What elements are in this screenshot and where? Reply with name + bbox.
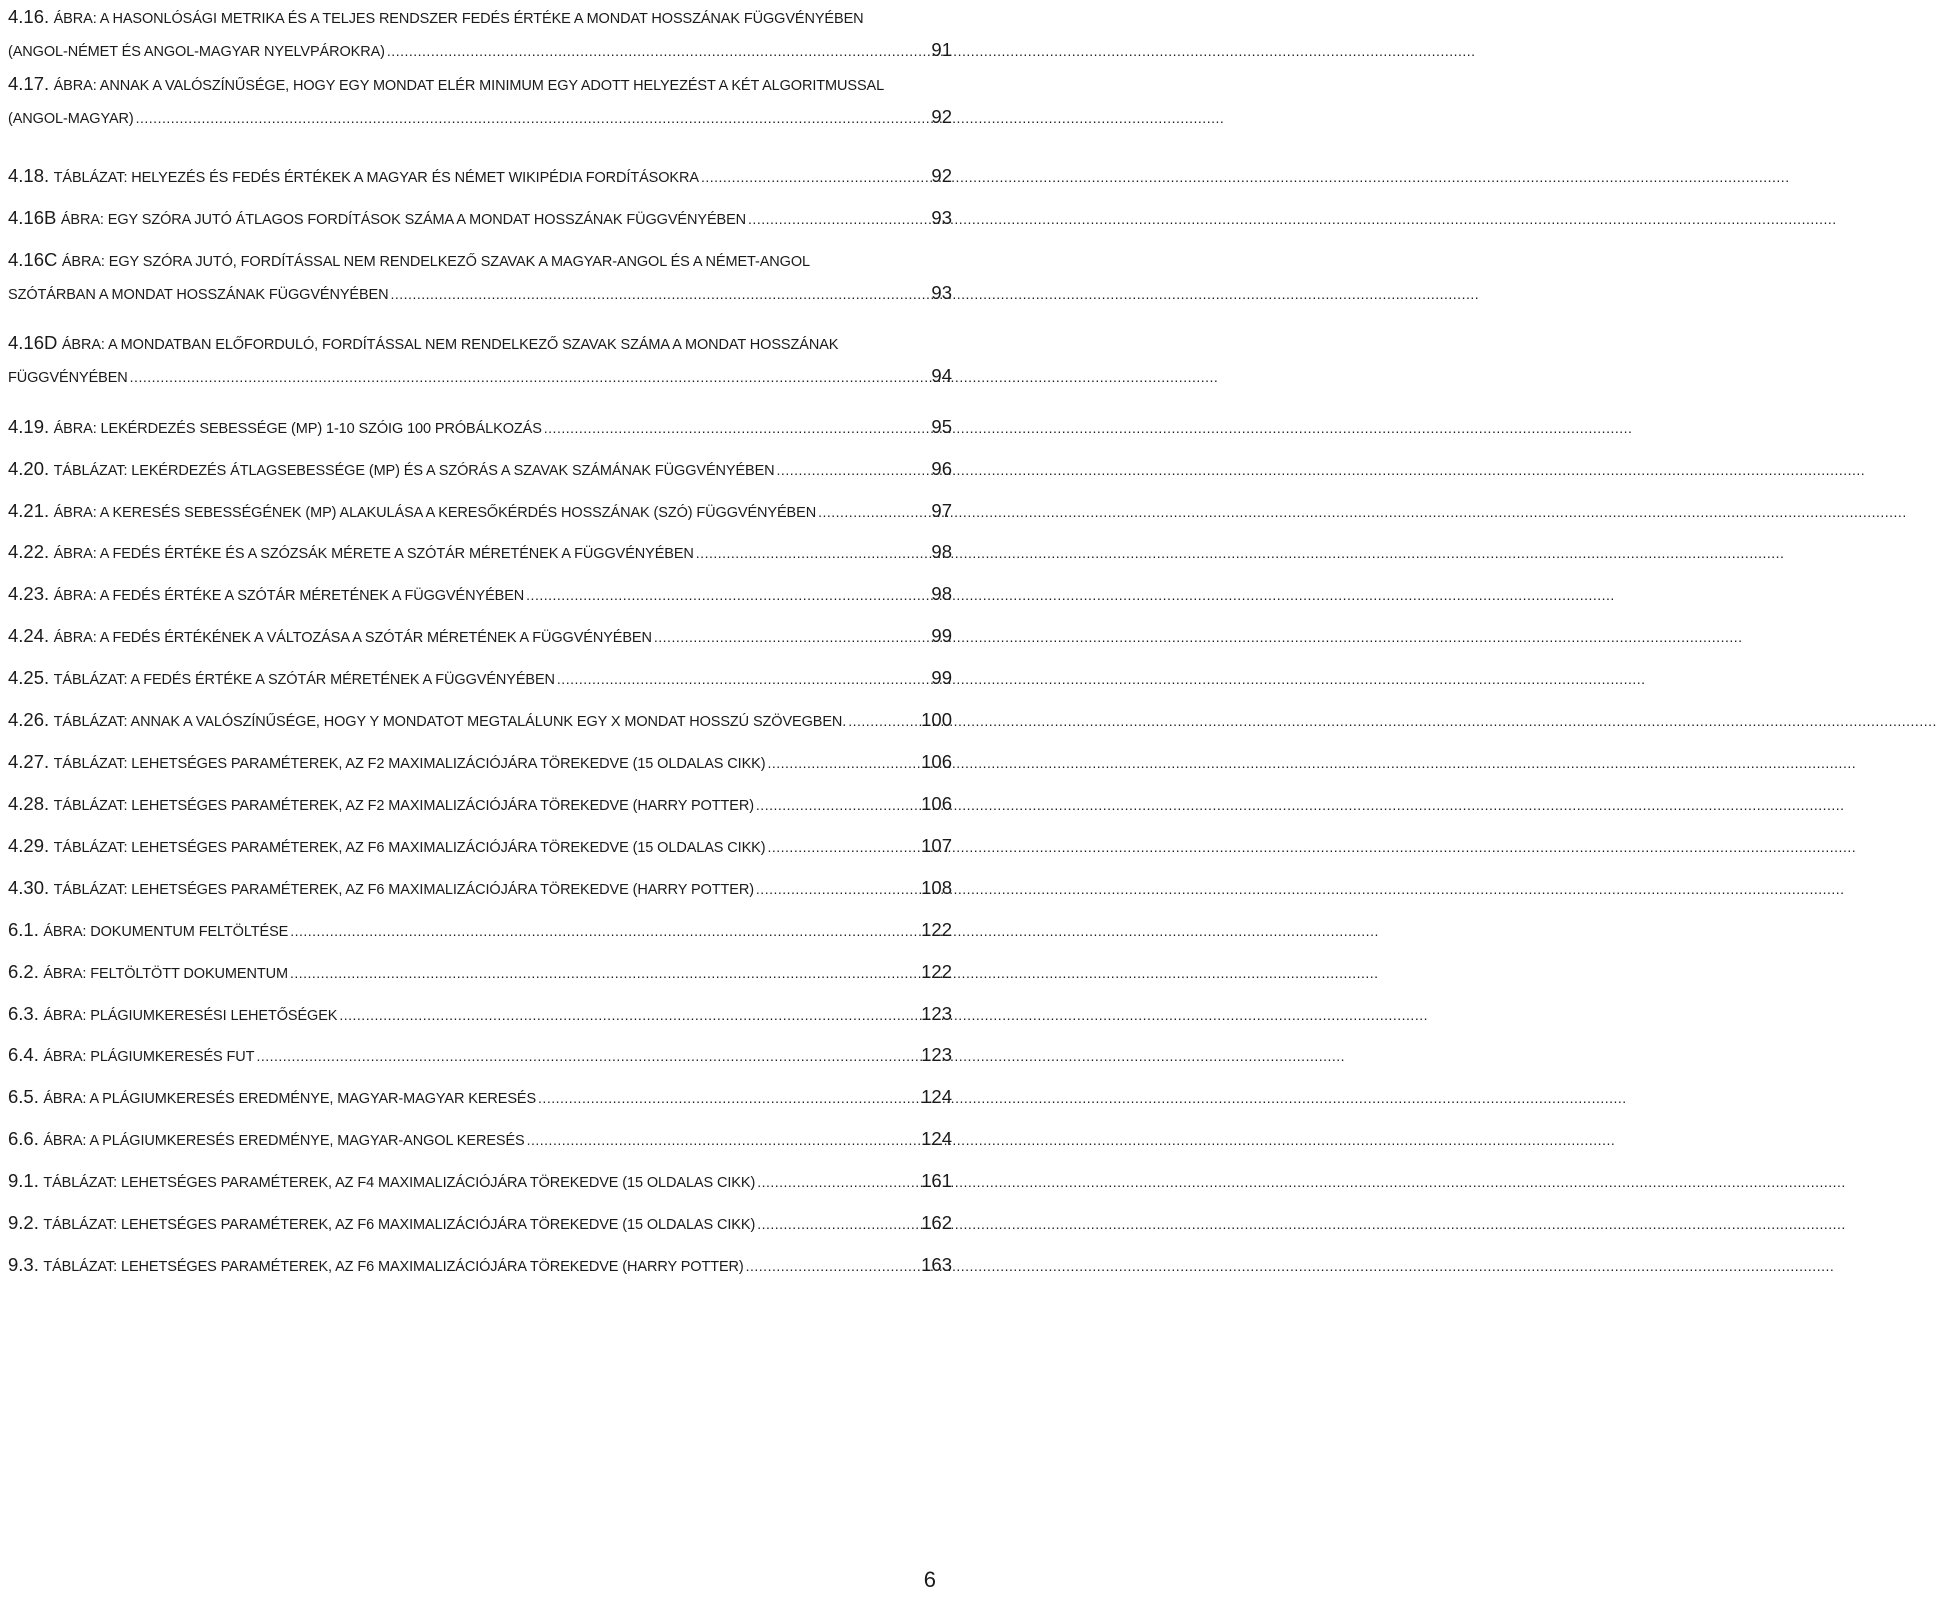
entry-number: 4.29.	[8, 835, 50, 856]
entry-page-number: 93	[931, 282, 952, 303]
entry-number: 6.5.	[8, 1086, 39, 1107]
entry-number: 4.17.	[8, 73, 50, 94]
toc-entry[interactable]	[8, 703, 952, 737]
dot-leader	[701, 160, 929, 194]
entry-page-number: 161	[921, 1170, 952, 1191]
entry-caption: ÁBRA: ANNAK A VALÓSZÍNŰSÉGE, HOGY EGY MONDAT ELÉR MINIMUM EGY ADOTT HELYEZÉST A KÉT ALGORITMUSSAL	[53, 78, 885, 94]
entry-page-number: 123	[921, 1044, 952, 1065]
toc-entry[interactable]	[8, 452, 952, 486]
entry-number: 4.22.	[8, 541, 50, 562]
entry-number: 9.2.	[8, 1212, 39, 1233]
entry-number: 4.16C	[8, 249, 58, 270]
entry-number: 4.26.	[8, 709, 50, 730]
dot-leader	[818, 495, 929, 529]
toc-entry[interactable]	[8, 871, 952, 905]
toc-entry[interactable]	[8, 619, 952, 653]
entry-caption: ÁBRA: A KERESÉS SEBESSÉGÉNEK (MP) ALAKULÁSA A KERESŐKÉRDÉS HOSSZÁNAK (SZÓ) FÜGGVÉNYÉBEN	[53, 505, 817, 521]
entry-number: 6.6.	[8, 1128, 39, 1149]
entry-number: 4.16.	[8, 6, 50, 27]
dot-leader	[339, 998, 919, 1032]
entry-page-number: 122	[921, 919, 952, 940]
entry-page-number: 98	[931, 541, 952, 562]
toc-entry[interactable]	[8, 0, 952, 66]
toc-entry[interactable]	[8, 661, 952, 695]
dot-leader	[748, 202, 929, 236]
toc-entry[interactable]	[8, 1122, 952, 1156]
dot-leader	[757, 1207, 919, 1241]
entry-caption-continued: FÜGGVÉNYÉBEN	[8, 370, 128, 386]
toc-entry[interactable]	[8, 745, 952, 779]
dot-leader	[391, 278, 930, 310]
dot-leader	[544, 411, 930, 445]
toc-entry[interactable]	[8, 243, 952, 309]
entry-number: 6.2.	[8, 961, 39, 982]
toc-entry[interactable]	[8, 410, 952, 444]
toc-entry[interactable]	[8, 159, 952, 193]
entry-page-number: 106	[921, 751, 952, 772]
entry-caption: ÁBRA: A MONDATBAN ELŐFORDULÓ, FORDÍTÁSSAL NEM RENDELKEZŐ SZAVAK SZÁMA A MONDAT HOSSZÁNAK	[61, 337, 839, 353]
entry-number: 9.3.	[8, 1254, 39, 1275]
entry-caption: TÁBLÁZAT: LEHETSÉGES PARAMÉTEREK, AZ F6 MAXIMALIZÁCIÓJÁRA TÖREKEDVE (15 OLDALAS CIKK)	[43, 1217, 756, 1233]
entry-number: 4.25.	[8, 667, 50, 688]
entry-caption: ÁBRA: A FEDÉS ÉRTÉKÉNEK A VÁLTOZÁSA A SZÓTÁR MÉRETÉNEK A FÜGGVÉNYÉBEN	[53, 630, 652, 646]
entry-page-number: 162	[921, 1212, 952, 1233]
entry-page-number: 92	[931, 106, 952, 127]
entry-page-number: 122	[921, 961, 952, 982]
entry-page-number: 94	[931, 365, 952, 386]
entry-caption: TÁBLÁZAT: LEHETSÉGES PARAMÉTEREK, AZ F6 MAXIMALIZÁCIÓJÁRA TÖREKEDVE (HARRY POTTER)	[43, 1259, 744, 1275]
dot-leader	[767, 830, 919, 864]
dot-leader	[136, 102, 930, 134]
entry-caption: TÁBLÁZAT: LEHETSÉGES PARAMÉTEREK, AZ F2 MAXIMALIZÁCIÓJÁRA TÖREKEDVE (HARRY POTTER)	[53, 798, 754, 814]
toc-entry[interactable]	[8, 913, 952, 947]
toc-entry[interactable]	[8, 1248, 952, 1282]
toc-entry[interactable]	[8, 1080, 952, 1114]
dot-leader	[767, 746, 919, 780]
dot-leader	[526, 578, 929, 612]
dot-leader	[557, 662, 930, 696]
entry-number: 6.4.	[8, 1044, 39, 1065]
entry-number: 4.28.	[8, 793, 50, 814]
entry-caption-continued: SZÓTÁRBAN A MONDAT HOSSZÁNAK FÜGGVÉNYÉBEN	[8, 287, 389, 303]
entry-number: 6.1.	[8, 919, 39, 940]
entry-caption: ÁBRA: A FEDÉS ÉRTÉKE A SZÓTÁR MÉRETÉNEK A FÜGGVÉNYÉBEN	[53, 588, 525, 604]
entry-caption: ÁBRA: PLÁGIUMKERESÉS FUT	[43, 1049, 255, 1065]
toc-entry[interactable]	[8, 829, 952, 863]
entry-caption: ÁBRA: DOKUMENTUM FELTÖLTÉSE	[43, 924, 289, 940]
toc-entry[interactable]	[8, 997, 952, 1031]
entry-caption: ÁBRA: FELTÖLTÖTT DOKUMENTUM	[43, 966, 288, 982]
entry-caption: TÁBLÁZAT: LEHETSÉGES PARAMÉTEREK, AZ F6 MAXIMALIZÁCIÓJÁRA TÖREKEDVE (HARRY POTTER)	[53, 882, 754, 898]
entry-caption: ÁBRA: A PLÁGIUMKERESÉS EREDMÉNYE, MAGYAR-MAGYAR KERESÉS	[43, 1091, 537, 1107]
dot-leader	[654, 620, 930, 654]
entry-page-number: 124	[921, 1086, 952, 1107]
dot-leader	[130, 361, 930, 393]
entry-number: 4.16D	[8, 332, 58, 353]
entry-number: 4.30.	[8, 877, 50, 898]
entry-caption: ÁBRA: EGY SZÓRA JUTÓ ÁTLAGOS FORDÍTÁSOK SZÁMA A MONDAT HOSSZÁNAK FÜGGVÉNYÉBEN	[60, 212, 747, 228]
toc-entry[interactable]	[8, 67, 952, 133]
toc-entry[interactable]	[8, 326, 952, 392]
entry-number: 4.27.	[8, 751, 50, 772]
dot-leader	[527, 1123, 920, 1157]
entry-page-number: 106	[921, 793, 952, 814]
entry-page-number: 100	[921, 709, 952, 730]
entry-page-number: 99	[931, 625, 952, 646]
entry-caption: ÁBRA: PLÁGIUMKERESÉSI LEHETŐSÉGEK	[43, 1008, 338, 1024]
entry-caption-continued: (ANGOL-MAGYAR)	[8, 111, 134, 127]
toc-entry[interactable]	[8, 535, 952, 569]
entry-caption: TÁBLÁZAT: HELYEZÉS ÉS FEDÉS ÉRTÉKEK A MAGYAR ÉS NÉMET WIKIPÉDIA FORDÍTÁSOKRA	[53, 170, 699, 186]
dot-leader	[756, 788, 919, 822]
toc-entry[interactable]	[8, 1038, 952, 1072]
dot-leader	[756, 872, 919, 906]
dot-leader	[290, 914, 919, 948]
entry-caption: TÁBLÁZAT: ANNAK A VALÓSZÍNŰSÉGE, HOGY Y MONDATOT MEGTALÁLUNK EGY X MONDAT HOSSZÚ SZÖVEGBEN.	[53, 714, 847, 730]
entry-page-number: 123	[921, 1003, 952, 1024]
entry-caption: ÁBRA: A PLÁGIUMKERESÉS EREDMÉNYE, MAGYAR-ANGOL KERESÉS	[43, 1133, 525, 1149]
dot-leader	[746, 1249, 920, 1283]
entry-number: 4.21.	[8, 500, 50, 521]
entry-number: 9.1.	[8, 1170, 39, 1191]
dot-leader	[696, 536, 930, 570]
entry-caption: TÁBLÁZAT: LEHETSÉGES PARAMÉTEREK, AZ F6 MAXIMALIZÁCIÓJÁRA TÖREKEDVE (15 OLDALAS CIKK)	[53, 840, 766, 856]
entry-number: 4.20.	[8, 458, 50, 479]
entry-caption: ÁBRA: LEKÉRDEZÉS SEBESSÉGE (MP) 1-10 SZÓIG 100 PRÓBÁLKOZÁS	[53, 421, 542, 437]
toc-entry[interactable]	[8, 1164, 952, 1198]
toc-entry[interactable]	[8, 955, 952, 989]
entry-caption: ÁBRA: A FEDÉS ÉRTÉKE ÉS A SZÓZSÁK MÉRETE A SZÓTÁR MÉRETÉNEK A FÜGGVÉNYÉBEN	[53, 546, 694, 562]
entry-number: 4.19.	[8, 416, 50, 437]
entry-page-number: 91	[931, 39, 952, 60]
entry-page-number: 92	[931, 165, 952, 186]
entry-caption: TÁBLÁZAT: LEHETSÉGES PARAMÉTEREK, AZ F4 MAXIMALIZÁCIÓJÁRA TÖREKEDVE (15 OLDALAS CIKK)	[43, 1175, 756, 1191]
entry-number: 6.3.	[8, 1003, 39, 1024]
entry-caption: ÁBRA: A HASONLÓSÁGI METRIKA ÉS A TELJES RENDSZER FEDÉS ÉRTÉKE A MONDAT HOSSZÁNAK FÜGGVÉNYÉBEN	[53, 11, 864, 27]
toc-entry[interactable]	[8, 577, 952, 611]
entry-page-number: 97	[931, 500, 952, 521]
toc-entry[interactable]	[8, 201, 952, 235]
dot-leader	[848, 704, 919, 738]
entry-number: 4.18.	[8, 165, 50, 186]
dot-leader	[538, 1081, 919, 1115]
entry-number: 4.16B	[8, 207, 57, 228]
entry-page-number: 107	[921, 835, 952, 856]
entry-page-number: 163	[921, 1254, 952, 1275]
dot-leader	[387, 35, 930, 67]
entry-caption: TÁBLÁZAT: A FEDÉS ÉRTÉKE A SZÓTÁR MÉRETÉNEK A FÜGGVÉNYÉBEN	[53, 672, 555, 688]
toc-entry[interactable]	[8, 1206, 952, 1240]
page-number: 6	[923, 1567, 936, 1592]
entry-number: 4.24.	[8, 625, 50, 646]
entry-page-number: 124	[921, 1128, 952, 1149]
toc-entry[interactable]	[8, 787, 952, 821]
entry-page-number: 108	[921, 877, 952, 898]
dot-leader	[757, 1165, 919, 1199]
entry-page-number: 96	[931, 458, 952, 479]
dot-leader	[777, 453, 930, 487]
entry-caption: TÁBLÁZAT: LEHETSÉGES PARAMÉTEREK, AZ F2 MAXIMALIZÁCIÓJÁRA TÖREKEDVE (15 OLDALAS CIKK)	[53, 756, 766, 772]
entry-page-number: 99	[931, 667, 952, 688]
toc-entry[interactable]	[8, 494, 952, 528]
entry-page-number: 98	[931, 583, 952, 604]
entry-caption-continued: (ANGOL-NÉMET ÉS ANGOL-MAGYAR NYELVPÁROKRA)	[8, 44, 385, 60]
entry-caption: ÁBRA: EGY SZÓRA JUTÓ, FORDÍTÁSSAL NEM RENDELKEZŐ SZAVAK A MAGYAR-ANGOL ÉS A NÉMET-ANGOL	[61, 254, 810, 270]
entry-page-number: 95	[931, 416, 952, 437]
entry-page-number: 93	[931, 207, 952, 228]
dot-leader	[256, 1039, 919, 1073]
entry-number: 4.23.	[8, 583, 50, 604]
entry-caption: TÁBLÁZAT: LEKÉRDEZÉS ÁTLAGSEBESSÉGE (MP) ÉS A SZÓRÁS A SZAVAK SZÁMÁNAK FÜGGVÉNYÉBEN	[53, 463, 775, 479]
dot-leader	[290, 956, 919, 990]
